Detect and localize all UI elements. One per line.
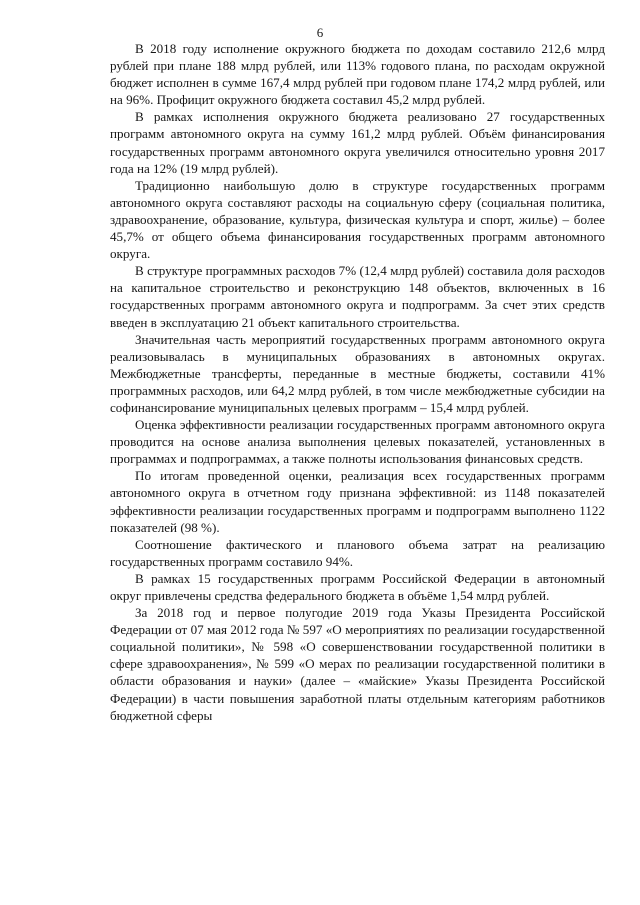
paragraph-presidential-decrees: За 2018 год и первое полугодие 2019 года Указы Президента Российской Федерации от 07 мая 2012 года № 597 «О мероприятиях по реализации государственной социальной политики», № 598 «О совершенствовании государственной политики в сфере здравоохранения», № 599 «О мерах по реализации государственной политики в области образования и науки» (далее – «майские» Указы Президента Российской Федерации) в части повышения заработной платы отдельным категориям работников бюджетной сферы: [110, 605, 605, 723]
page-number: 6: [316, 25, 324, 40]
paragraph-social-sphere: Традиционно наибольшую долю в структуре государственных программ автономного округа составляют расходы на социальную сферу (социальная политика, здравоохранение, образование, культура, физическая культура и спорт, жилье) – более 45,7% от общего объема финансирования государственных программ автономного округа.: [110, 177, 605, 262]
paragraph-budget-execution: В 2018 году исполнение окружного бюджета по доходам составило 212,6 млрд рублей при плане 188 млрд рублей, или 113% годового плана, по расходам окружной бюджет исполнен в сумме 167,4 млрд рублей при годовом плане 174,2 млрд рублей, или на 96%. Профицит окружного бюджета составил 45,2 млрд рублей.: [110, 41, 605, 108]
paragraph-assessment-results: По итогам проведенной оценки, реализация всех государственных программ автономного округа в отчетном году признана эффективной: из 1148 показателей эффективности реализации государственных программ и подпрограмм выполнено 1122 показателей (98 %).: [110, 468, 605, 535]
paragraph-state-programs: В рамках исполнения окружного бюджета реализовано 27 государственных программ автономного округа на сумму 161,2 млрд рублей. Объём финансирования государственных программ автономного округа увеличился относительно уровня 2017 года на 12% (19 млрд рублей).: [110, 109, 605, 176]
paragraph-federal-funds: В рамках 15 государственных программ Российской Федерации в автономный округ привлечены средства федерального бюджета в объёме 1,54 млрд рублей.: [110, 570, 605, 603]
paragraph-municipal-transfers: Значительная часть мероприятий государственных программ автономного округа реализовывалась в муниципальных образованиях в автономных округах. Межбюджетные трансферты, переданные в местные бюджеты, составили 41% программных расходов, или 64,2 млрд рублей, в том числе межбюджетные субсидии на софинансирование муниципальных целевых программ – 15,4 млрд рублей.: [110, 331, 605, 415]
paragraph-efficiency-assessment: Оценка эффективности реализации государственных программ автономного округа проводится на основе анализа выполнения целевых показателей, установленных в программах и подпрограммах, а также полноты использования финансовых средств.: [110, 417, 605, 467]
paragraph-capital-construction: В структуре программных расходов 7% (12,4 млрд рублей) составила доля расходов на капитальное строительство и реконструкцию 148 объектов, включенных в 16 государственных программ автономного округа и подпрограмм. За счет этих средств введен в эксплуатацию 21 объект капитального строительства.: [110, 263, 605, 330]
body-text: [110, 40, 605, 724]
paragraph-cost-ratio: Соотношение фактического и планового объема затрат на реализацию государственных программ составило 94%.: [110, 536, 605, 569]
